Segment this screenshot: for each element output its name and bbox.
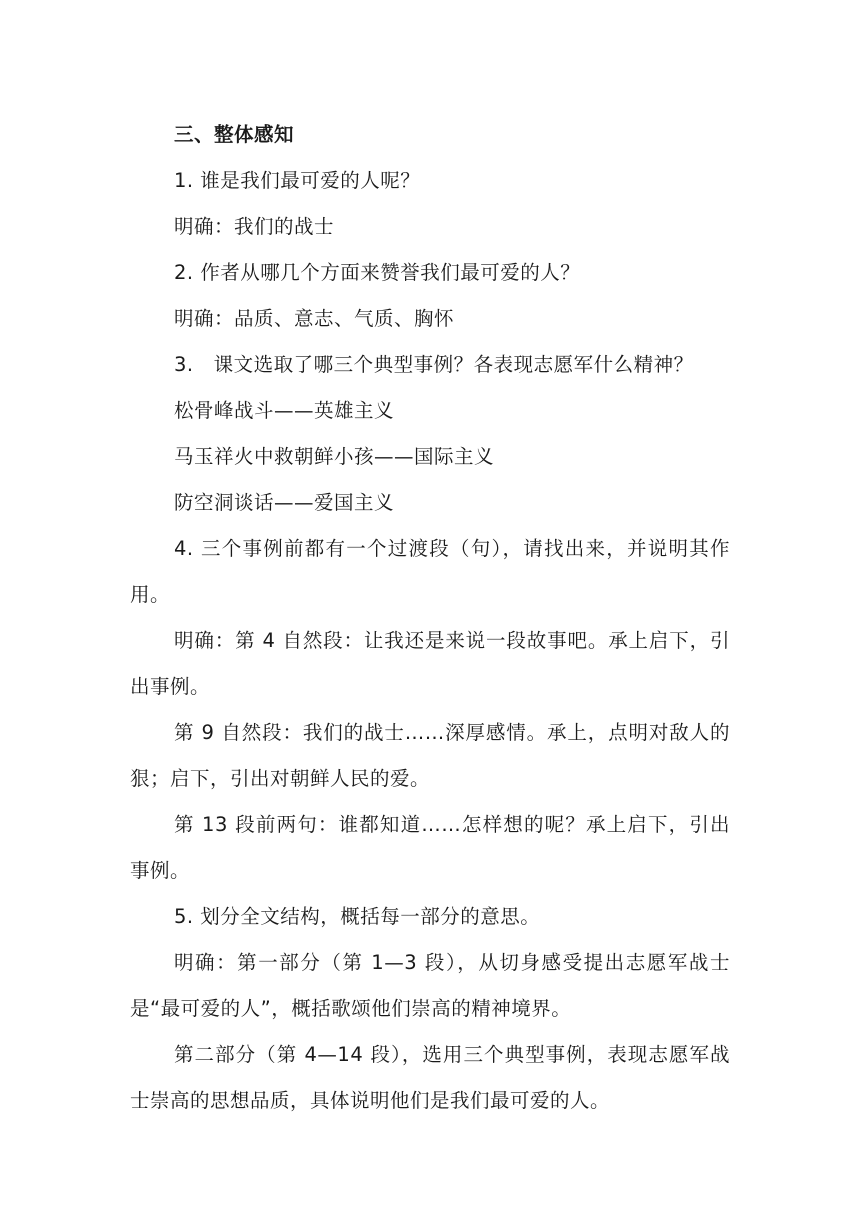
answer-4-part-2: 第 9 自然段：我们的战士……深厚感情。承上，点明对敌人的狠；启下，引出对朝鲜人民的爱。 xyxy=(130,721,730,790)
answer-4-part-1: 明确：第 4 自然段：让我还是来说一段故事吧。承上启下，引出事例。 xyxy=(130,629,730,698)
section-heading: 三、整体感知 xyxy=(174,123,295,146)
answer-5-part-2: 第二部分（第 4—14 段），选用三个典型事例，表现志愿军战士崇高的思想品质，具体说明他们是我们最可爱的人。 xyxy=(130,1043,730,1112)
question-5: 5. 划分全文结构，概括每一部分的意思。 xyxy=(174,905,541,928)
answer-4-part-3: 第 13 段前两句：谁都知道……怎样想的呢？承上启下，引出事例。 xyxy=(130,813,730,882)
example-3: 防空洞谈话——爱国主义 xyxy=(174,491,395,514)
question-3: 3. 课文选取了哪三个典型事例？各表现志愿军什么精神？ xyxy=(174,353,694,376)
question-1: 1. 谁是我们最可爱的人呢？ xyxy=(174,169,421,192)
answer-2: 明确：品质、意志、气质、胸怀 xyxy=(174,307,455,330)
answer-1: 明确：我们的战士 xyxy=(174,215,335,238)
example-1: 松骨峰战斗——英雄主义 xyxy=(174,399,395,422)
example-2: 马玉祥火中救朝鲜小孩——国际主义 xyxy=(174,445,495,468)
question-2: 2. 作者从哪几个方面来赞誉我们最可爱的人？ xyxy=(174,261,581,284)
question-4: 4. 三个事例前都有一个过渡段（句），请找出来，并说明其作用。 xyxy=(130,537,730,606)
document-body xyxy=(130,112,730,1124)
answer-5-part-1: 明确：第一部分（第 1—3 段），从切身感受提出志愿军战士是“最可爱的人”，概括歌颂他们崇高的精神境界。 xyxy=(130,951,730,1020)
